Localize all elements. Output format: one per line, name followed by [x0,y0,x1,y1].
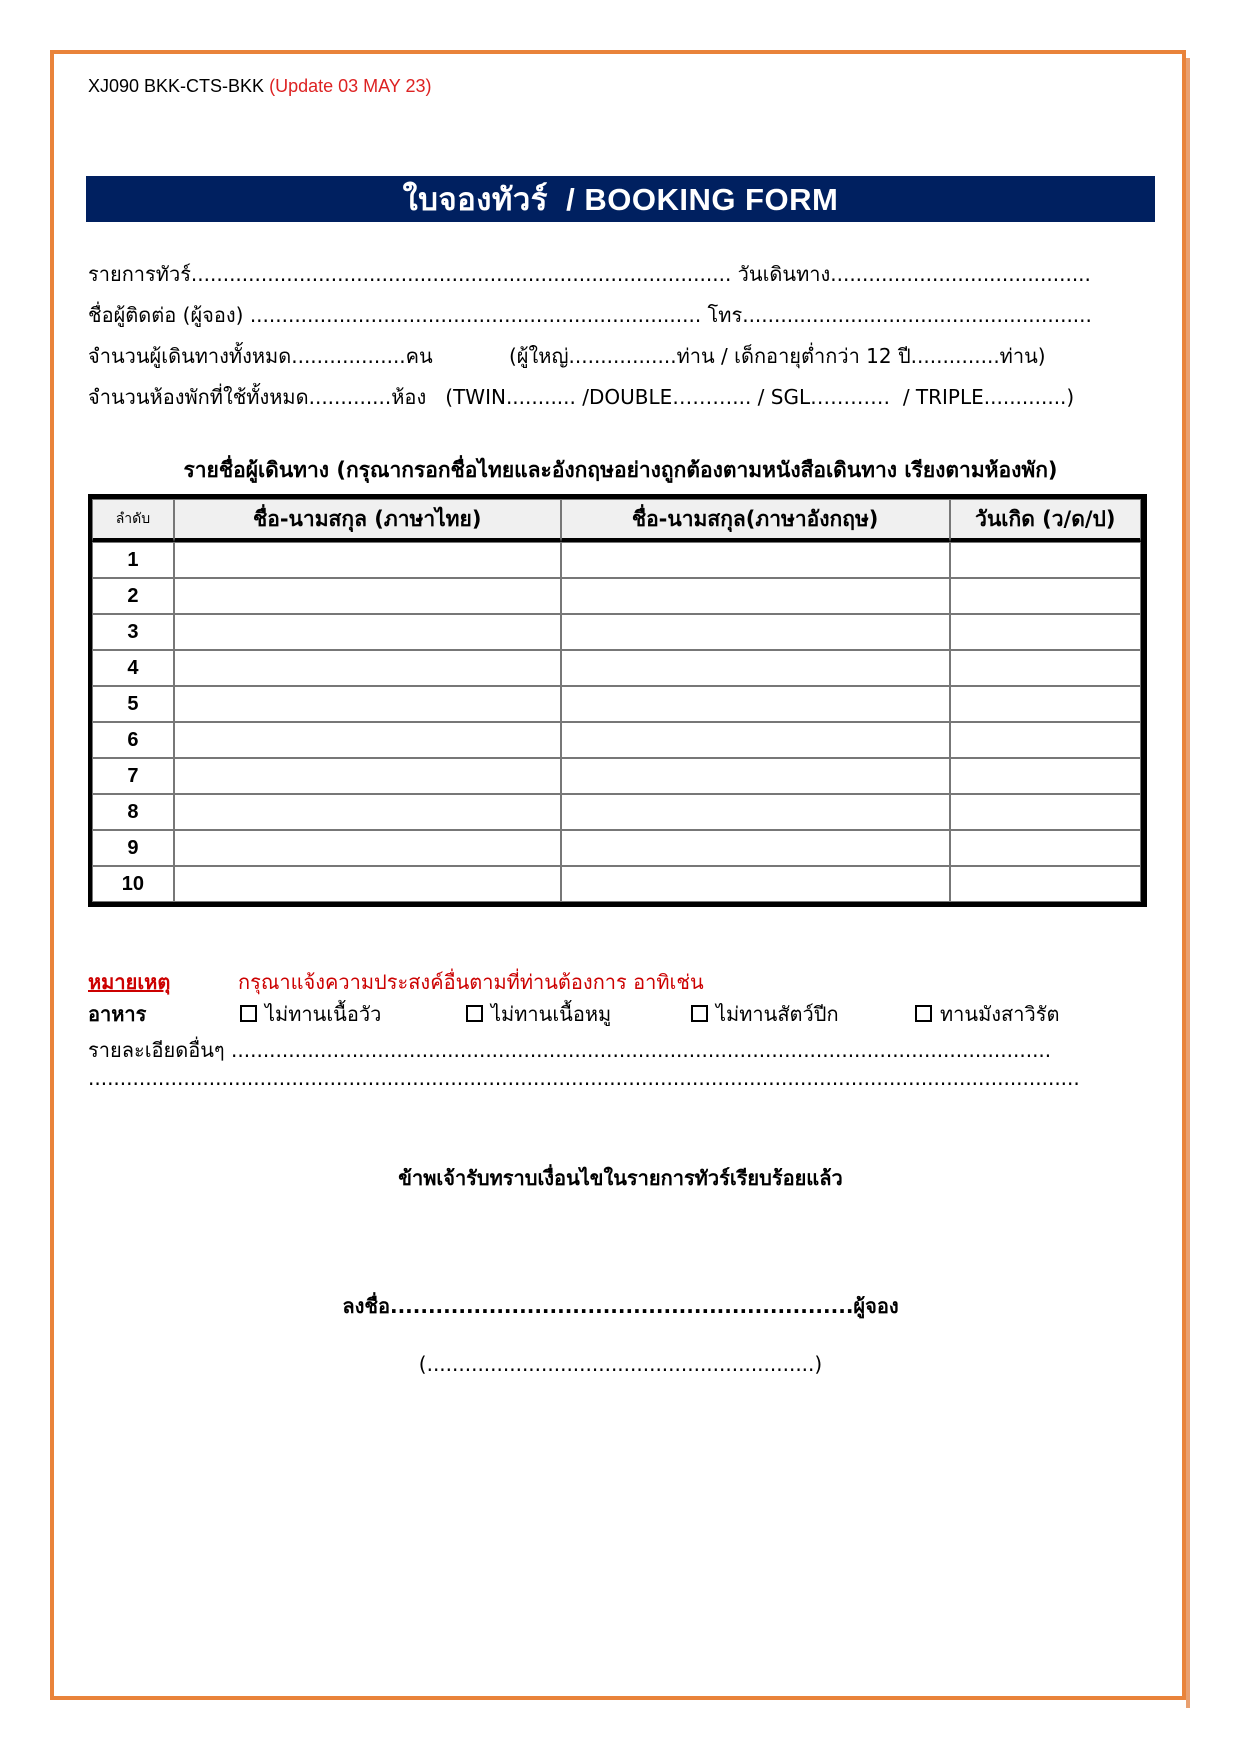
rooms-field[interactable]: จำนวนห้องพักที่ใช้ทั้งหมด.............ห้อง (TWIN........... /DOUBLE………... / SGL………… / TRIPLE.............) [88,385,1075,409]
other-details-field-2[interactable]: ............................................................................................................................................................ [88,1066,1080,1090]
birthdate-cell[interactable] [950,578,1141,614]
checkbox-icon[interactable] [915,1005,932,1022]
row-number: 3 [92,614,174,650]
table-row [92,722,1141,758]
birthdate-cell[interactable] [950,758,1141,794]
row-number: 2 [92,578,174,614]
english-name-cell[interactable] [561,830,950,866]
form-title-banner [86,176,1155,222]
checkbox-icon[interactable] [691,1005,708,1022]
remarks-text: กรุณาแจ้งความประสงค์อื่นตามที่ท่านต้องการ อาทิเช่น [238,970,704,994]
english-name-cell[interactable] [561,866,950,902]
table-row [92,686,1141,722]
col-header-thai-name: ชื่อ-นามสกุล (ภาษาไทย) [174,499,561,542]
english-name-cell[interactable] [561,794,950,830]
thai-name-cell[interactable] [174,866,561,902]
option-no-pork[interactable]: ไม่ทานเนื้อหมู [466,998,611,1030]
english-name-cell[interactable] [561,650,950,686]
row-number: 8 [92,794,174,830]
table-row [92,758,1141,794]
row-number: 4 [92,650,174,686]
checkbox-icon[interactable] [240,1005,257,1022]
document-header [88,76,432,97]
english-name-cell[interactable] [561,722,950,758]
table-row [92,866,1141,902]
thai-name-cell[interactable] [174,578,561,614]
thai-name-cell[interactable] [174,830,561,866]
row-number: 7 [92,758,174,794]
thai-name-cell[interactable] [174,686,561,722]
thai-name-cell[interactable] [174,542,561,578]
thai-name-cell[interactable] [174,614,561,650]
signature-name[interactable]: (.............................................................) [418,1352,823,1376]
passenger-section-title: รายชื่อผู้เดินทาง (กรุณากรอกชื่อไทยและอังกฤษอย่างถูกต้องตามหนังสือเดินทาง เรียงตามห้องพัก) [183,458,1058,482]
thai-name-cell[interactable] [174,794,561,830]
option-vegetarian[interactable]: ทานมังสาวิรัต [915,998,1059,1030]
checkbox-icon[interactable] [466,1005,483,1022]
travelers-field[interactable]: จำนวนผู้เดินทางทั้งหมด..................คน (ผู้ใหญ่.................ท่าน / เด็กอายุต่ำกว่า 12 ปี..............ท่าน) [88,344,1046,368]
form-title: ใบจองทัวร์ / BOOKING FORM [402,182,839,217]
table-row [92,542,1141,578]
english-name-cell[interactable] [561,614,950,650]
other-details-field[interactable]: รายละเอียดอื่นๆ ................................................................................................................................. [88,1038,1052,1062]
birthdate-cell[interactable] [950,830,1141,866]
col-header-no: ลำดับ [92,499,174,542]
english-name-cell[interactable] [561,758,950,794]
table-row [92,650,1141,686]
birthdate-cell[interactable] [950,722,1141,758]
birthdate-cell[interactable] [950,650,1141,686]
birthdate-cell[interactable] [950,614,1141,650]
thai-name-cell[interactable] [174,758,561,794]
table-row [92,614,1141,650]
birthdate-cell[interactable] [950,686,1141,722]
thai-name-cell[interactable] [174,650,561,686]
tour-code: XJ090 BKK-CTS-BKK [88,76,265,96]
food-label: อาหาร [88,1002,147,1026]
remarks-line [88,966,704,998]
birthdate-cell[interactable] [950,794,1141,830]
row-number: 9 [92,830,174,866]
table-row [92,794,1141,830]
food-preferences [88,998,1060,1030]
passenger-table [88,494,1147,907]
english-name-cell[interactable] [561,542,950,578]
col-header-birthdate: วันเกิด (ว/ด/ป) [950,499,1141,542]
table-header-row [92,499,1141,542]
table-row [92,830,1141,866]
english-name-cell[interactable] [561,578,950,614]
tour-field[interactable]: รายการทัวร์..................................................................................... วันเดินทาง......................................... [88,262,1091,286]
option-no-beef[interactable]: ไม่ทานเนื้อวัว [240,998,381,1030]
english-name-cell[interactable] [561,686,950,722]
acknowledgement: ข้าพเจ้ารับทราบเงื่อนไขในรายการทัวร์เรียบร้อยแล้ว [398,1166,843,1190]
col-header-english-name: ชื่อ-นามสกุล(ภาษาอังกฤษ) [561,499,950,542]
contact-field[interactable]: ชื่อผู้ติดต่อ (ผู้จอง) ....................................................................... โทร....................................................... [88,303,1092,327]
birthdate-cell[interactable] [950,866,1141,902]
row-number: 10 [92,866,174,902]
row-number: 5 [92,686,174,722]
table-row [92,578,1141,614]
update-date: (Update 03 MAY 23) [269,76,432,96]
thai-name-cell[interactable] [174,722,561,758]
row-number: 1 [92,542,174,578]
birthdate-cell[interactable] [950,542,1141,578]
remarks-label: หมายเหตุ [88,970,171,994]
signature-line[interactable]: ลงชื่อ.............................................................ผู้จอง [342,1294,899,1318]
row-number: 6 [92,722,174,758]
option-no-poultry[interactable]: ไม่ทานสัตว์ปีก [691,998,839,1030]
